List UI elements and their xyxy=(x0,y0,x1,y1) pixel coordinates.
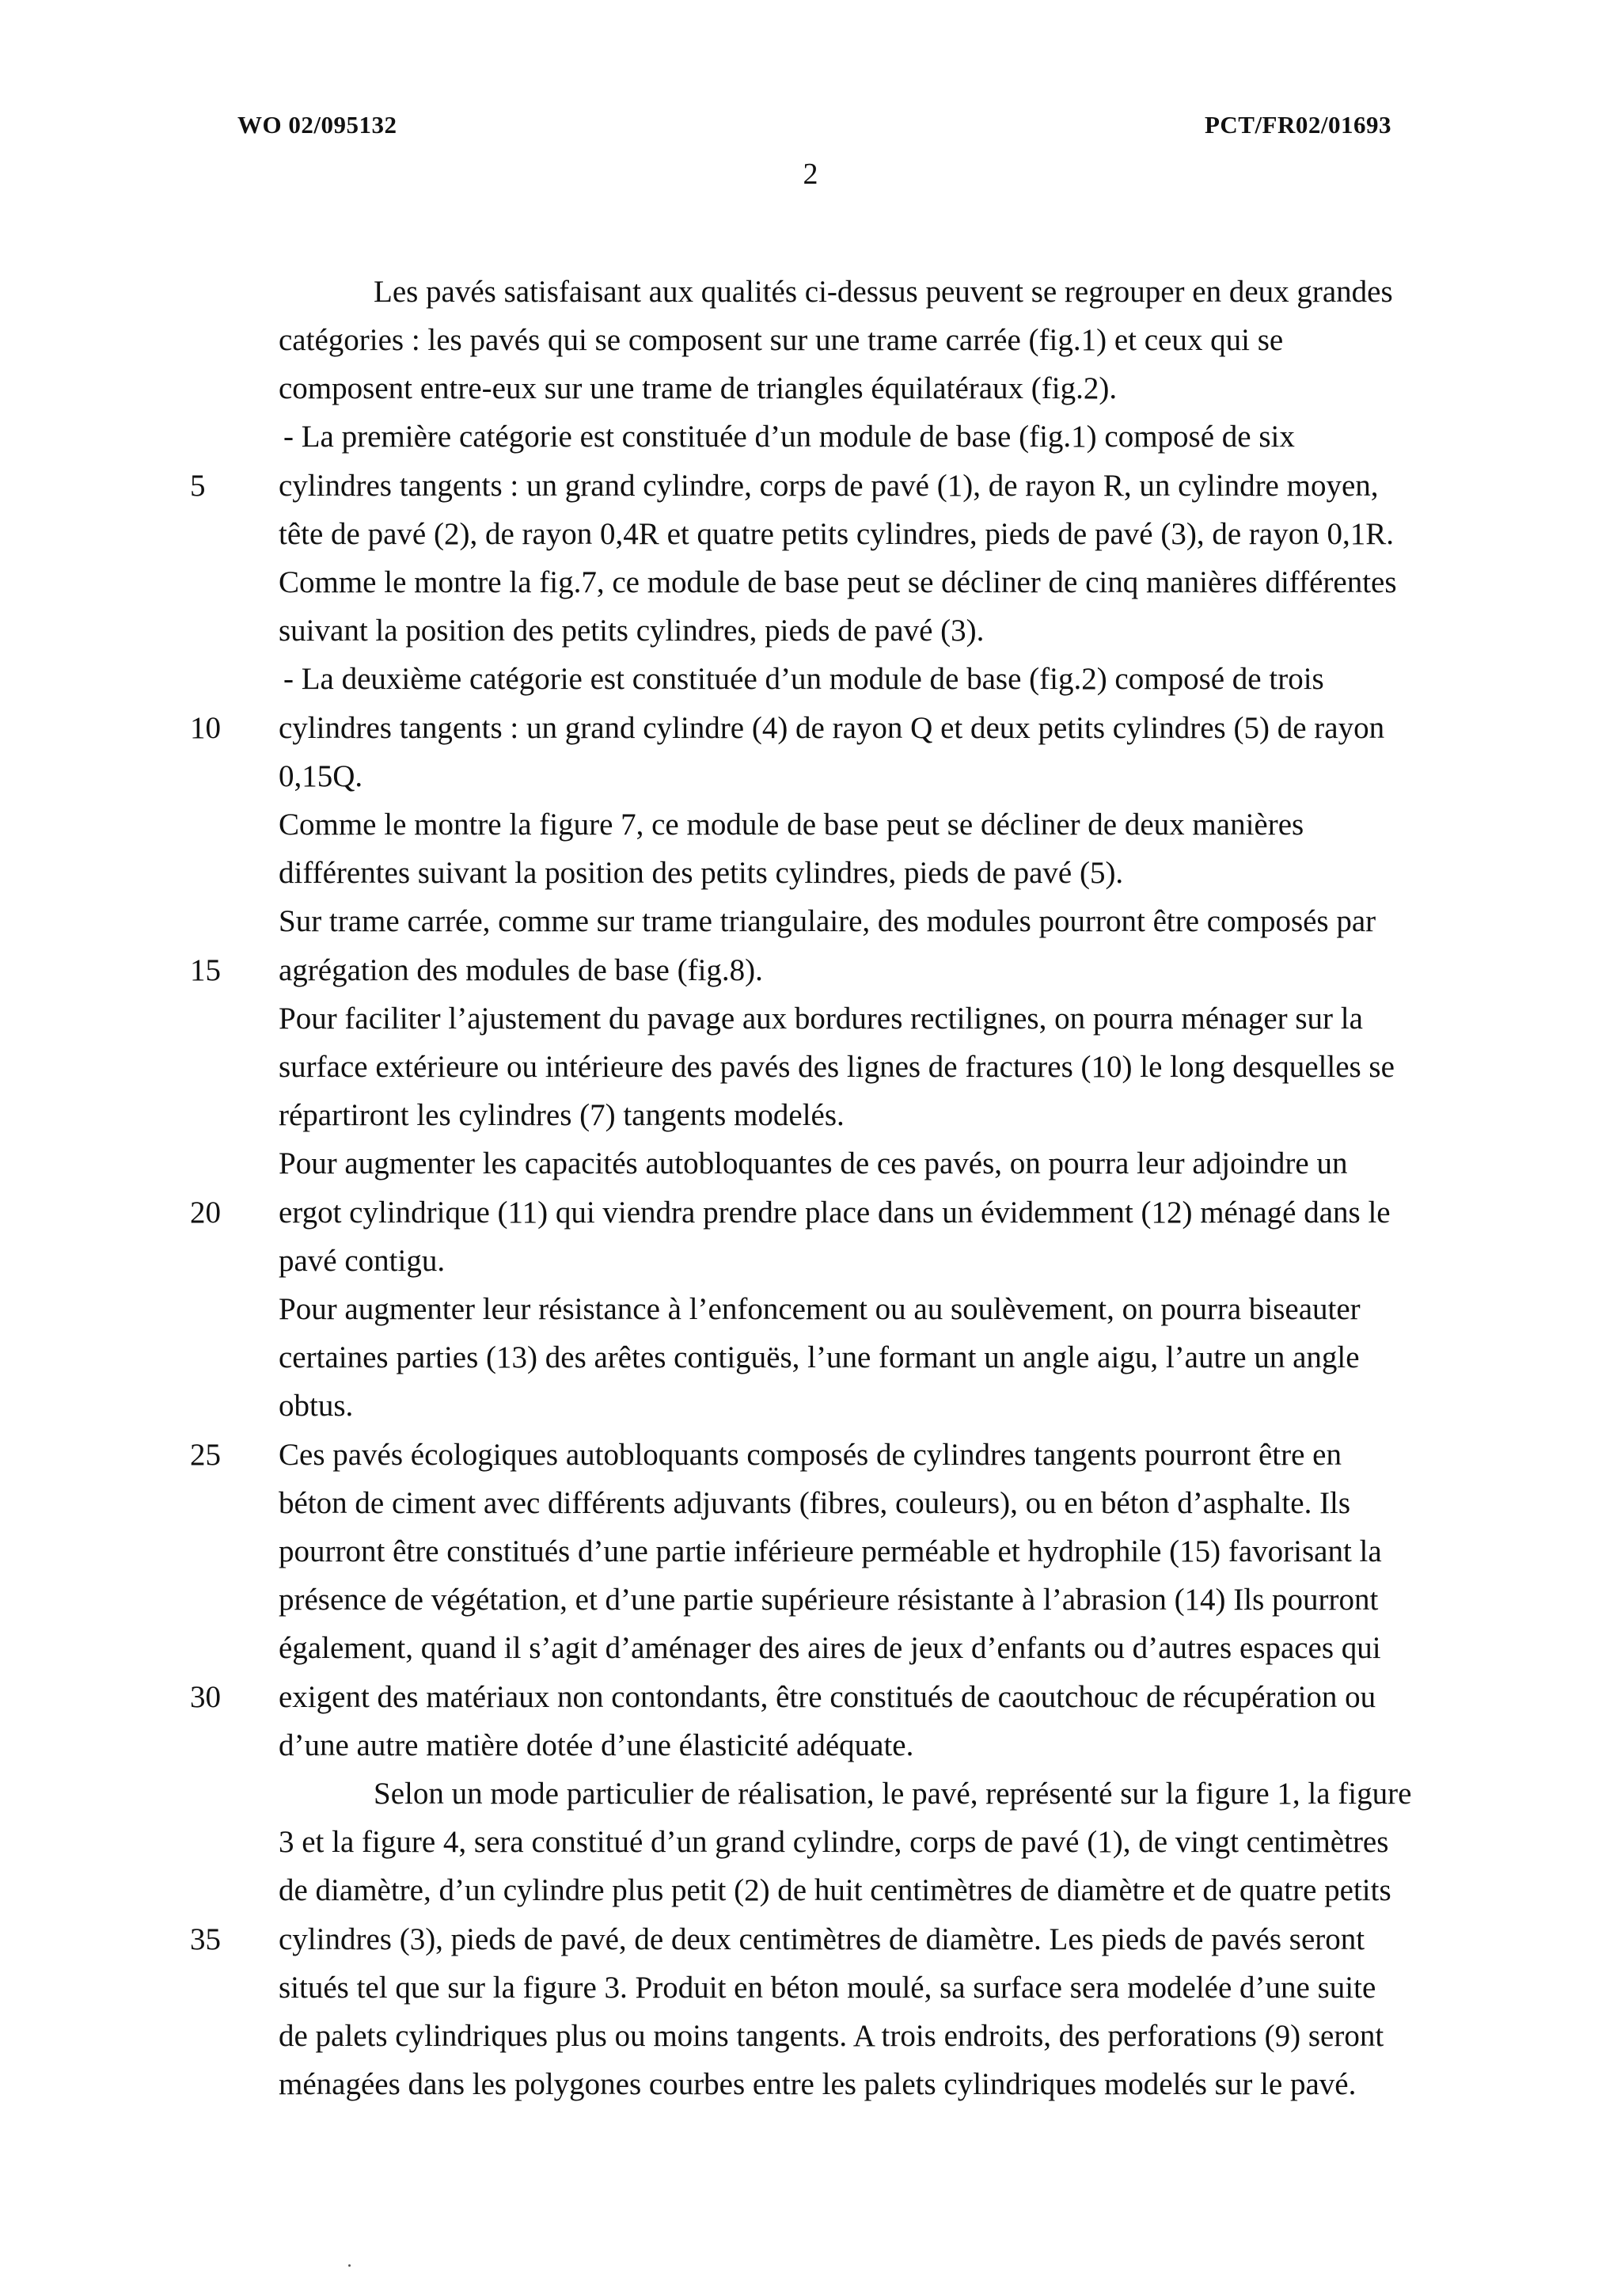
text-line: - La première catégorie est constituée d’un module de base (fig.1) composé de six xyxy=(283,420,1295,454)
text-line: différentes suivant la position des petits cylindres, pieds de pavé (5). xyxy=(279,856,1124,890)
text-line: surface extérieure ou intérieure des pavés des lignes de fractures (10) le long desquelles se xyxy=(279,1050,1395,1084)
line-number: 5 xyxy=(190,469,206,503)
text-line: également, quand il s’agit d’aménager des aires de jeux d’enfants ou d’autres espaces qui xyxy=(279,1631,1381,1665)
scan-speck xyxy=(348,2264,351,2267)
text-line: Pour faciliter l’ajustement du pavage aux bordures rectilignes, on pourra ménager sur la xyxy=(279,1002,1363,1036)
text-line: ergot cylindrique (11) qui viendra prendre place dans un évidemment (12) ménagé dans le xyxy=(279,1196,1391,1230)
text-line: Comme le montre la figure 7, ce module de base peut se décliner de deux manières xyxy=(279,808,1304,842)
text-line: - La deuxième catégorie est constituée d’un module de base (fig.2) composé de trois xyxy=(283,662,1324,696)
text-line: béton de ciment avec différents adjuvants (fibres, couleurs), ou en béton d’asphalte. Ils xyxy=(279,1486,1351,1520)
header-application-number: PCT/FR02/01693 xyxy=(1204,111,1391,139)
text-line: 0,15Q. xyxy=(279,759,363,793)
text-line: situés tel que sur la figure 3. Produit en béton moulé, sa surface sera modelée d’une suite xyxy=(279,1971,1376,2005)
text-line: d’une autre matière dotée d’une élasticité adéquate. xyxy=(279,1728,914,1762)
line-number: 20 xyxy=(190,1196,221,1230)
text-line: présence de végétation, et d’une partie supérieure résistante à l’abrasion (14) Ils pourront xyxy=(279,1583,1379,1617)
text-line: Les pavés satisfaisant aux qualités ci-dessus peuvent se regrouper en deux grandes xyxy=(374,275,1393,309)
line-number: 10 xyxy=(190,711,221,745)
text-line: 3 et la figure 4, sera constitué d’un grand cylindre, corps de pavé (1), de vingt centimètres xyxy=(279,1825,1389,1859)
text-line: suivant la position des petits cylindres, pieds de pavé (3). xyxy=(279,614,985,648)
text-line: obtus. xyxy=(279,1389,354,1423)
text-line: Selon un mode particulier de réalisation, le pavé, représenté sur la figure 1, la figure xyxy=(374,1777,1412,1811)
text-line: composent entre-eux sur une trame de triangles équilatéraux (fig.2). xyxy=(279,371,1118,405)
text-line: cylindres (3), pieds de pavé, de deux centimètres de diamètre. Les pieds de pavés seront xyxy=(279,1922,1365,1956)
text-line: pourront être constitués d’une partie inférieure perméable et hydrophile (15) favorisant la xyxy=(279,1534,1382,1568)
text-line: Pour augmenter les capacités autobloquantes de ces pavés, on pourra leur adjoindre un xyxy=(279,1146,1348,1180)
text-line: Comme le montre la fig.7, ce module de base peut se décliner de cinq manières différentes xyxy=(279,565,1397,599)
text-line: répartiront les cylindres (7) tangents modelés. xyxy=(279,1098,845,1132)
text-line: Pour augmenter leur résistance à l’enfoncement ou au soulèvement, on pourra biseauter xyxy=(279,1292,1361,1326)
line-number: 25 xyxy=(190,1438,221,1472)
text-line: catégories : les pavés qui se composent sur une trame carrée (fig.1) et ceux qui se xyxy=(279,323,1284,357)
text-line: tête de pavé (2), de rayon 0,4R et quatre petits cylindres, pieds de pavé (3), de rayon 0,1R. xyxy=(279,517,1394,551)
text-line: Sur trame carrée, comme sur trame triangulaire, des modules pourront être composés par xyxy=(279,904,1376,938)
page-number: 2 xyxy=(803,158,818,191)
line-number: 15 xyxy=(190,953,221,987)
line-number: 35 xyxy=(190,1922,221,1956)
text-line: exigent des matériaux non contondants, être constitués de caoutchouc de récupération ou xyxy=(279,1680,1376,1714)
text-line: cylindres tangents : un grand cylindre, corps de pavé (1), de rayon R, un cylindre moyen, xyxy=(279,469,1379,503)
text-line: pavé contigu. xyxy=(279,1244,446,1278)
text-line: cylindres tangents : un grand cylindre (4) de rayon Q et deux petits cylindres (5) de rayon xyxy=(279,711,1385,745)
text-line: de diamètre, d’un cylindre plus petit (2) de huit centimètres de diamètre et de quatre petits xyxy=(279,1873,1391,1907)
text-line: ménagées dans les polygones courbes entre les palets cylindriques modelés sur le pavé. xyxy=(279,2067,1357,2101)
line-number: 30 xyxy=(190,1680,221,1714)
text-line: de palets cylindriques plus ou moins tangents. A trois endroits, des perforations (9) seront xyxy=(279,2019,1384,2053)
header-publication-number: WO 02/095132 xyxy=(237,111,397,139)
text-line: Ces pavés écologiques autobloquants composés de cylindres tangents pourront être en xyxy=(279,1438,1342,1472)
text-line: certaines parties (13) des arêtes contiguës, l’une formant un angle aigu, l’autre un angle xyxy=(279,1340,1360,1374)
text-line: agrégation des modules de base (fig.8). xyxy=(279,953,763,987)
